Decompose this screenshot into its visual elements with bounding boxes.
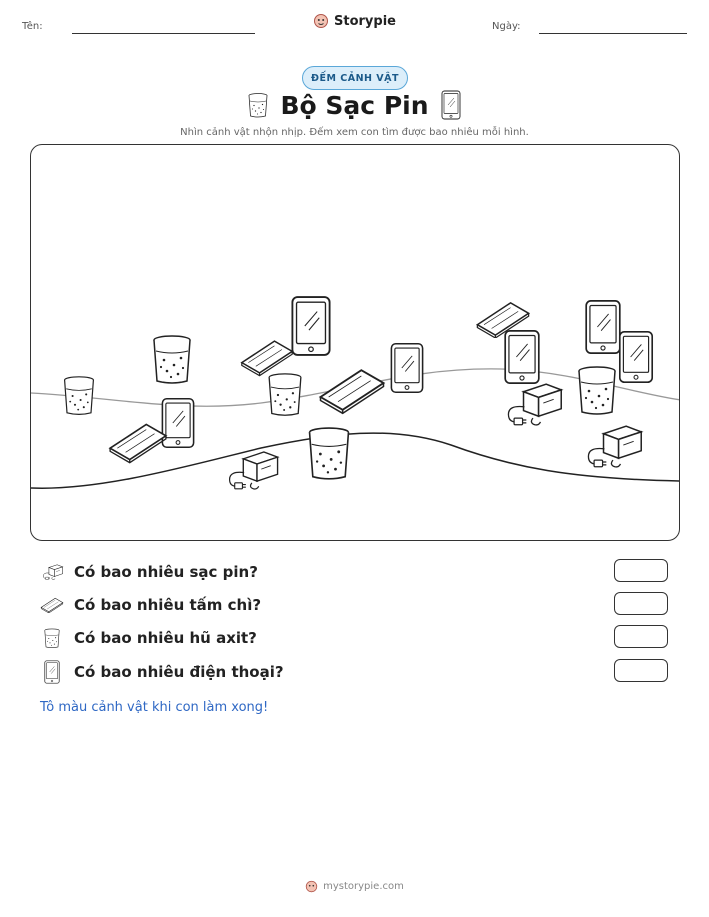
- question-text: Có bao nhiêu tấm chì?: [74, 596, 262, 614]
- storypie-mascot-icon: [305, 880, 318, 893]
- brand-name: Storypie: [334, 13, 396, 29]
- acid-jar-icon: [44, 628, 60, 649]
- phone-icon: [441, 90, 461, 120]
- charger-icon: [40, 563, 64, 581]
- storypie-mascot-icon: [313, 13, 329, 29]
- question-row: [40, 559, 672, 585]
- brand-logo: [0, 13, 709, 29]
- date-field[interactable]: [539, 33, 687, 34]
- footer-url: mystorypie.com: [323, 881, 404, 892]
- answer-box-jars[interactable]: [614, 625, 668, 648]
- question-row: [40, 659, 672, 685]
- name-field[interactable]: [72, 33, 255, 34]
- phone-icon: [44, 660, 60, 684]
- acid-jar-icon: [248, 93, 268, 118]
- lead-plate-icon: [40, 596, 64, 614]
- scene-illustration: [31, 145, 680, 541]
- page-title: Bộ Sạc Pin: [280, 90, 429, 120]
- answer-box-phones[interactable]: [614, 659, 668, 682]
- question-text: Có bao nhiêu điện thoại?: [74, 663, 284, 681]
- question-text: Có bao nhiêu sạc pin?: [74, 563, 258, 581]
- title-row: [0, 90, 709, 120]
- coloring-instruction: Tô màu cảnh vật khi con làm xong!: [40, 700, 269, 715]
- date-label: Ngày:: [492, 21, 521, 32]
- footer: [0, 880, 709, 893]
- question-text: Có bao nhiêu hũ axit?: [74, 629, 257, 647]
- answer-box-chargers[interactable]: [614, 559, 668, 582]
- question-row: [40, 592, 672, 618]
- page-subtitle: Nhìn cảnh vật nhộn nhịp. Đếm xem con tìm được bao nhiêu mỗi hình.: [180, 127, 529, 138]
- name-label: Tên:: [22, 21, 43, 32]
- question-row: [40, 625, 672, 651]
- counting-scene: [30, 144, 680, 541]
- answer-box-plates[interactable]: [614, 592, 668, 615]
- activity-badge: ĐẾM CẢNH VẬT: [302, 66, 408, 90]
